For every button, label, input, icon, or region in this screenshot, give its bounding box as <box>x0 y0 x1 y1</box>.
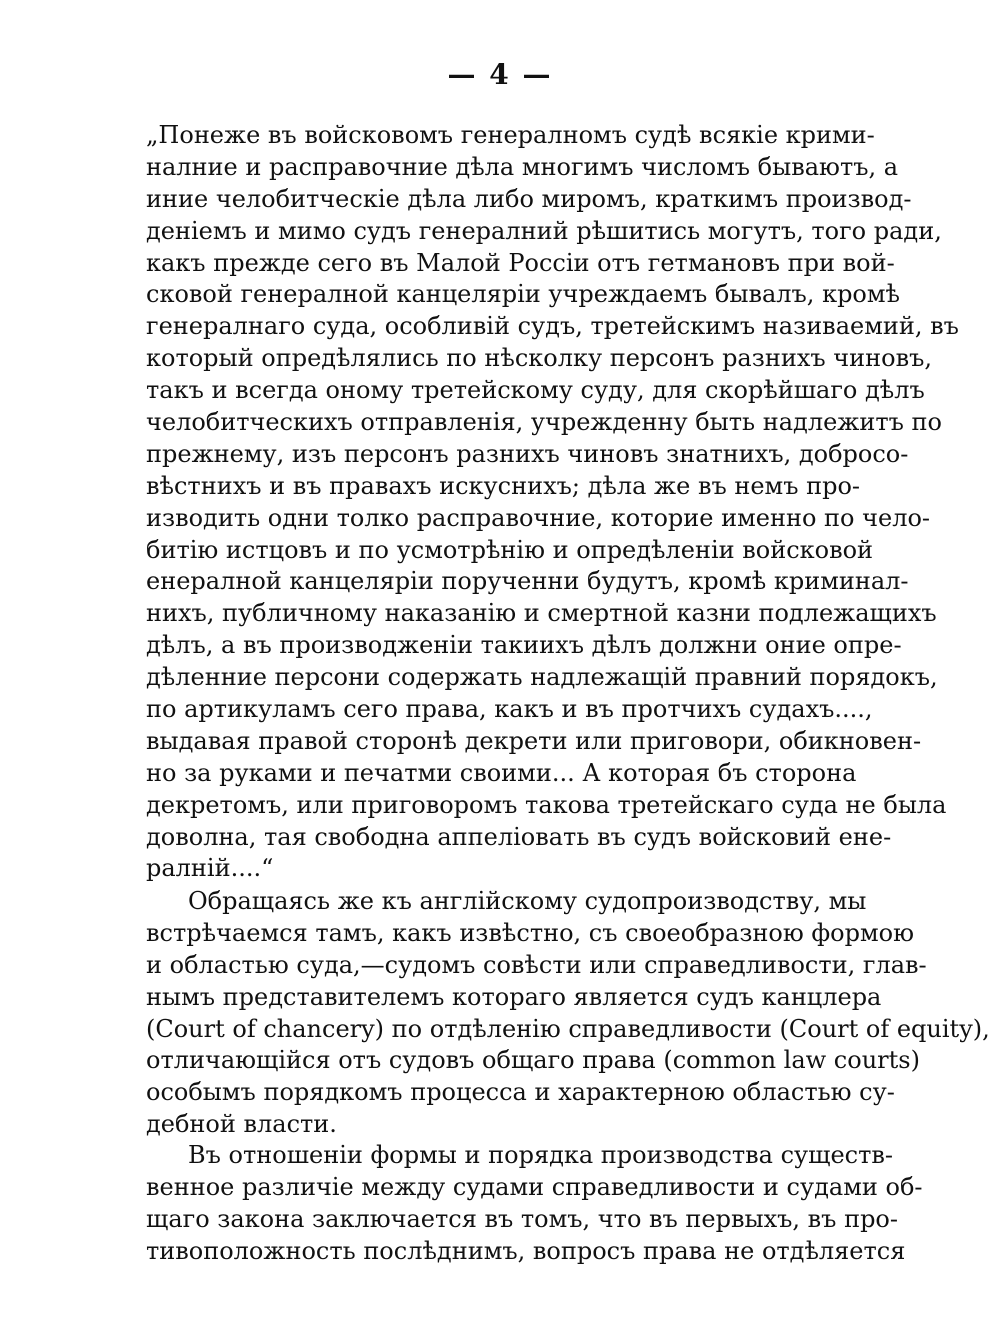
text-line: встрѣчаемся тамъ, какъ извѣстно, съ своеобразною формою <box>146 918 914 947</box>
text-line: (Court of chancery) по отдѣленію справедливости (Court of equity), <box>146 1014 990 1043</box>
text-line: какъ прежде сего въ Малой Россіи отъ гетмановъ при вой- <box>146 248 895 277</box>
text-line: который опредѣлялись по нѣсколку персонъ разнихъ чиновъ, <box>146 344 932 373</box>
page-number: — 4 — <box>447 58 553 91</box>
text-line: нымъ представителемъ котораго является судъ канцлера <box>146 982 882 1011</box>
text-line: отличающійся отъ судовъ общаго права (common law courts) <box>146 1046 920 1075</box>
text-line: челобитческихъ отправленія, учрежденну быть надлежитъ по <box>146 408 942 437</box>
text-line: деніемъ и мимо судъ генералний рѣшитись могутъ, того ради, <box>146 216 942 245</box>
text-line: дѣленние персони содержать надлежащій правний порядокъ, <box>146 663 938 692</box>
text-line: изводить одни толко расправочние, которие именно по чело- <box>146 503 931 532</box>
text-line: такъ и всегда оному третейскому суду, для скорѣйшаго дѣлъ <box>146 376 925 405</box>
text-line: особымъ порядкомъ процесса и характерною областью су- <box>146 1078 895 1107</box>
text-line: битію истцовъ и по усмотрѣнію и опредѣленіи войсковой <box>146 535 874 564</box>
text-line: тивоположность послѣднимъ, вопросъ права не отдѣляется <box>146 1236 906 1265</box>
text-line: выдавая правой сторонѣ декрети или приговори, обикновен- <box>146 726 922 755</box>
text-line: Обращаясь же къ англійскому судопроизводству, мы <box>188 887 867 915</box>
text-line: декретомъ, или приговоромъ такова третейскаго суда не была <box>146 790 947 819</box>
text-line: ралній....“ <box>146 854 274 883</box>
paragraph-form-of-proceedings <box>146 1140 923 1268</box>
paragraph-english-procedure <box>146 886 990 1141</box>
text-line: иние челобитческіе дѣла либо миромъ, краткимъ производ- <box>146 184 912 213</box>
text-line: венное различіе между судами справедливости и судами об- <box>146 1172 923 1201</box>
text-line: дѣлъ, а въ производженіи такиихъ дѣлъ должни оние опре- <box>146 631 902 660</box>
paragraph-quotation <box>146 120 959 885</box>
text-line: генералнаго суда, особливій судъ, третейскимъ називаемий, въ <box>146 312 959 341</box>
text-line: прежнему, изъ персонъ разнихъ чиновъ знатнихъ, добросо- <box>146 439 909 468</box>
text-line: дебной власти. <box>146 1110 337 1139</box>
text-line: по артикуламъ сего права, какъ и въ протчихъ судахъ...., <box>146 695 873 724</box>
text-line: „Понеже въ войсковомъ генералномъ судѣ всякіе крими- <box>146 121 875 149</box>
text-line: но за руками и печатми своими... А которая бъ сторона <box>146 758 857 787</box>
text-line: доволна, тая свободна аппеліовать въ судъ войсковий ене- <box>146 822 892 851</box>
text-line: щаго закона заключается въ томъ, что въ первыхъ, въ про- <box>146 1204 898 1233</box>
text-line: енералной канцеляріи порученни будутъ, кромѣ криминал- <box>146 567 909 596</box>
text-line: вѣстнихъ и въ правахъ искуснихъ; дѣла же въ немъ про- <box>146 471 861 500</box>
text-line: Въ отношеніи формы и порядка производства существ- <box>188 1141 894 1169</box>
text-line: налние и расправочние дѣла многимъ числомъ бываютъ, а <box>146 152 899 181</box>
text-line: и областью суда,—судомъ совѣсти или справедливости, глав- <box>146 950 927 979</box>
text-line: сковой генералной канцеляріи учреждаемъ бывалъ, кромѣ <box>146 280 901 309</box>
text-line: нихъ, публичному наказанію и смертной казни подлежащихъ <box>146 599 937 628</box>
